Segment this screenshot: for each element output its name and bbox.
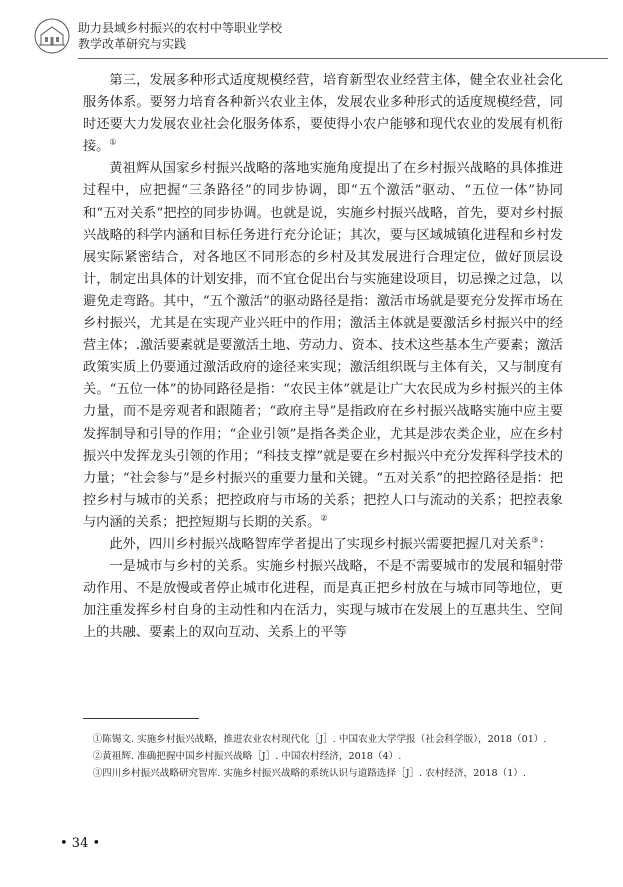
footnote-3: ③四川乡村振兴战略研究智库. 实施乡村振兴战略的系统认识与道路选择［J］. 农村经济，2018（1）. [92, 768, 526, 779]
header-title-line1: 助力县域乡村振兴的农村中等职业学校 [78, 21, 283, 35]
paragraph-4: 一是城市与乡村的关系。实施乡村振兴战略，不是不需要城市的发展和辐射带动作用、不是放慢或者停止城市化进程，而是真正把乡村放在与城市同等地位，更加注重发挥乡村自身的主动性和内在活力，实现与城市在发展上的互惠共生、空间上的共融、要素上的双向互动、关系上的平等 [83, 559, 563, 641]
footnote-ref-2[interactable]: ② [320, 513, 328, 523]
school-building-icon [34, 18, 70, 54]
paragraph-1: 第三，发展多种形式适度规模经营，培育新型农业经营主体，健全农业社会化服务体系。要努力培育各种新兴农业主体，发展农业多种形式的适度规模经营，同时还要大力发展农业社会化服务体系，要使得小农户能够和现代农业的发展有机衔接。① [83, 73, 563, 155]
running-header [34, 14, 594, 62]
footnote-divider [83, 718, 199, 719]
page-number: • 34 • [60, 836, 101, 851]
footnotes [83, 731, 553, 782]
paragraph-2: 黄祖辉从国家乡村振兴战略的落地实施角度提出了在乡村振兴战略的具体推进过程中，应把握“三条路径”的同步协调，即“五个激活”驱动、“五位一体”协同和“五对关系”把控的同步协调。也就是说，实施乡村振兴战略，首先，要对乡村振兴战略的科学内涵和目标任务进行充分论证；其次，要与区域城镇化进程和乡村发展实际紧密结合，对各地区不同形态的乡村及其发展进行合理定位，做好顶层设计，制定出具体的计划安排，而不宜仓促出台与实施建设项目，切忌操之过急，以避免走弯路。其中，“五个激活”的驱动路径是指：激活市场就是要充分发挥市场在乡村振兴，尤其是在实现产业兴旺中的作用；激活主体就是要激活乡村振兴中的经营主体；.激活要素就是要激活土地、劳动力、资本、技术这些基本生产要素；激活政策实质上仍要通过激活政府的途径来实现；激活组织既与主体有关，又与制度有关。“五位一体”的协同路径是指：“农民主体”就是让广大农民成为乡村振兴的主体力量，而不是旁观者和跟随者；“政府主导”是指政府在乡村振兴战略实施中应主要发挥制导和引导的作用；“企业引领”是指各类企业，尤其是涉农类企业，应在乡村振兴中发挥龙头引领的作用；“科技支撑”就是要在乡村振兴中充分发挥科学技术的力量；“社会参与”是乡村振兴的重要力量和关键。“五对关系”的把控路径是指：把控乡村与城市的关系；把控政府与市场的关系；把控人口与流动的关系；把控表象与内涵的关系；把控短期与长期的关系。② [83, 161, 563, 530]
footnote-1: ①陈锡文. 实施乡村振兴战略，推进农业农村现代化［J］. 中国农业大学学报（社会科学版），2018（01）. [92, 734, 547, 745]
footnote-ref-1[interactable]: ① [109, 137, 117, 147]
header-divider [78, 58, 608, 59]
body-text [83, 70, 563, 644]
footnote-ref-3[interactable]: ③ [531, 535, 539, 545]
header-title-line2: 教学改革研究与实践 [78, 37, 187, 51]
footnote-2: ②黄祖辉. 准确把握中国乡村振兴战略［J］. 中国农村经济，2018（4）. [92, 751, 402, 762]
paragraph-3: 此外，四川乡村振兴战略智库学者提出了实现乡村振兴需要把握几对关系③： [109, 535, 552, 552]
